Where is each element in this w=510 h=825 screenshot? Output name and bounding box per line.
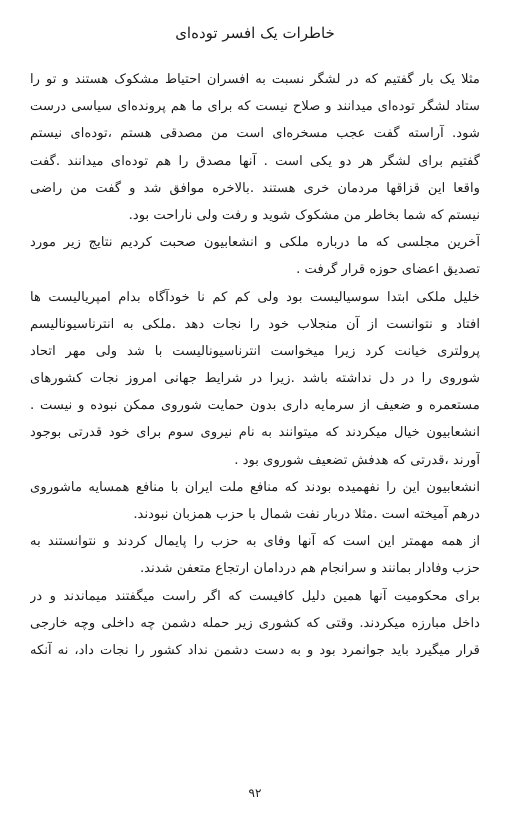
text-line: آخرین مجلسی که ما درباره ملکی و انشعابیون صحبت کردیم نتایج زیر مورد [30,235,480,251]
page-title: خاطرات یک افسر توده‌ای [175,24,335,42]
text-line: درهم آمیخته است .مثلا دربار نفت شمال با حزب همزبان نبودند. [133,507,480,522]
text-line: ستاد لشگر توده‌ای میدانند و صلاح نیست که برای ما هم پرونده‌ای سیاسی درست [30,99,480,115]
body-text [30,66,480,664]
text-line: قرار میگیرد باید جوانمرد بود و به دست دشمن نداد کشور را نجات داد، نه آنکه [30,642,480,658]
text-line: آورند ،قدرتی که هدفش تضعیف شوروی بود . [234,452,480,468]
text-line: شوروی را در دل نداشته باشد .زیرا در شرایط جهانی امروز نجات کشورهای [30,371,480,387]
text-line: شود. آراسته گفت عجب مسخره‌ای است من مصدقی هستم ،توده‌ای نیستم [30,126,480,142]
text-line: انشعابیون خیال میکردند که میتوانند به نام نیروی سوم برای خود قدرتی بوجود [30,425,480,441]
text-line: انشعابیون این را نفهمیده بودند که منافع ملت ایران با منافع همسایه ماشوروی [30,479,480,495]
text-line: نیستم که شما بخاطر من مشکوک شوید و رفت ولی ناراحت بود. [128,207,480,223]
text-line: خلیل ملکی ابتدا سوسیالیست بود ولی کم کم نا خودآگاه بدام امپریالیست ها [30,289,480,305]
text-line: حزب وفادار بمانند و سرانجام هم دردامان ارتجاع متعفن شدند. [139,561,480,577]
text-line: افتاد و نتوانست از آن منجلاب خود را نجات دهد .ملکی به انترناسیونالیسم [30,316,480,332]
page-number: ۹۲ [248,786,262,800]
text-line: مستعمره و ضعیف از سرمایه داری بدون حمایت شوروی ممکن نبوده و نیست . [30,398,480,414]
text-line: از همه مهمتر این است که آنها وفای به حزب را پایمال کردند و نتوانستند به [30,534,480,550]
text-line: پرولتری خیانت کرد زیرا میخواست انترناسیونالیست با شد ولی مهر اتحاد [30,343,480,359]
text-line: مثلا یک بار گفتیم که در لشگر نسبت به افسران احتیاط مشکوک هستند و تو را [30,72,480,87]
text-line: گفتیم برای لشگر هر دو یکی است . آنها مصدق را هم توده‌ای میدانند .گفت [30,153,480,169]
text-line: داخل مبارزه میکردند. وقتی که کشوری زیر حمله دشمن چه داخلی وچه خارجی [30,615,480,631]
text-line: تصدیق اعضای حوزه قرار گرفت . [296,262,480,278]
text-line: برای محکومیت آنها همین دلیل کافیست که اگر راست میگفتند میماندند و در [30,588,480,604]
text-line: واقعا این قزاقها مردمان خری هستند .بالاخره موافق شد و گفت من راضی [30,180,480,196]
